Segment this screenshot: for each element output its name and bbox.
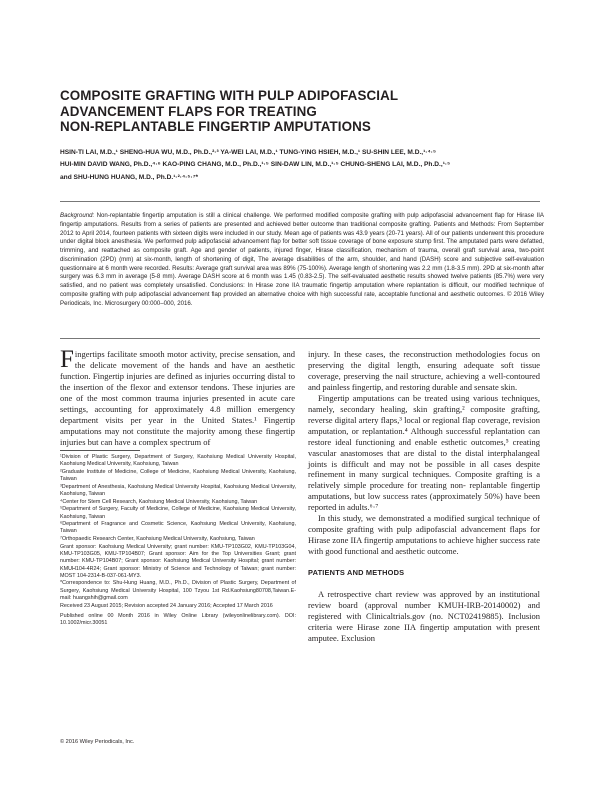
title-line: NON-REPLANTABLE FINGERTIP AMPUTATIONS bbox=[60, 119, 371, 135]
footnote-published: Published online 00 Month 2016 in Wiley Online Library (wileyonlinelibrary.com). DOI: 10.1002/micr.30051 bbox=[60, 612, 296, 627]
footnote-affiliation: ⁷Orthopaedic Research Center, Kaohsiung Medical University, Kaohsiung, Taiwan bbox=[60, 536, 255, 543]
abstract-text: Non-replantable fingertip amputation is still a clinical challenge. We performed modified composite grafting with pulp adipofascial advancement flap for Hirase IIA fingertip amputations. Results from a series of patients are presented and achieved better outcome than traditional composite grafting. Patients and Methods: From September 2012 to April 2014, fourteen patients with sixteen digits were included in our study. Mean age of patients was 43.9 years (20-71 years). All of our patients underwent this procedure under digital block anesthesia. We performed pulp adipofascial advancement flap for better soft tissue coverage of bone exposure stump first. The amputated parts were defatted, trimming, and reattached as composite graft. Age and gender of patients, injured finger, Hirase classification, mechanism of trauma, overall graft survival area, two-point discrimination (2PD) (mm) at six-month, length of shortening of digit, The average disabilities of the arm, shoulder, and hand (DASH) score and subjective self-evaluation questionnaire at 6 month were recorded. Results: Average graft survival area was 89% (75-100%). Average length of shortening was 2.2 mm (1.8-3.5 mm). 2PD at six-month after surgery was 6.3 mm in average (5-8 mm). Average DASH score at 6 month was 1.45 (0.83-2.5). The self-evaluated aesthetic results showed twelve patients (85.7%) were very satisfied, and no patient was completely unsatisfied. Conclusions: In Hirase zone IIA traumatic fingertip amputation where replantation is difficult, our modified technique of composite grafting with pulp adipofascial advancement flap provided an alternative choice with high successful rate, acceptable functional and aesthetic outcomes. © 2016 Wiley Periodicals, Inc. Microsurgery 00:000–000, 2016. bbox=[60, 212, 544, 307]
title-line: COMPOSITE GRAFTING WITH PULP ADIPOFASCIAL bbox=[60, 88, 399, 103]
title-line: ADVANCEMENT FLAPS FOR TREATING bbox=[60, 103, 317, 119]
left-column bbox=[60, 346, 295, 448]
footnote-affiliation: ²Graduate Institute of Medicine, College of Medicine, Kaohsiung Medical University, Kaohsiung, Taiwan bbox=[60, 468, 296, 483]
footnote-divider bbox=[60, 450, 140, 451]
footnote-affiliation: ¹Division of Plastic Surgery, Department of Surgery, Kaohsiung Medical University Hospital, Kaohsiung Medical University, Kaohsiung, Taiwan bbox=[60, 454, 296, 468]
abstract-lead: Background: bbox=[60, 212, 95, 219]
author-list bbox=[60, 147, 550, 184]
footnotes bbox=[60, 454, 296, 628]
footnote-grant: Grant sponsor: Kaohsiung Medical University; grant number: KMU-TP103G02, KMU-TP103G04, KMU-TP103G05, KMU-TP104B07; Grant sponsor: Aim for the Top Universities Grant; grant number: KMU-TP104B07; Grant sponsor: Kaohsiung Medical University Hospital; grant number: KMUH104-4R24; Grant sponsor: Ministry of Science and Technology of Taiwan; grant number: MOST 104-2314-B-037-061-MY3. bbox=[60, 543, 296, 579]
right-column bbox=[308, 349, 540, 644]
footnote-affiliation: ⁴Center for Stem Cell Research, Kaohsiung Medical University, Kaohsiung, Taiwan bbox=[60, 498, 258, 505]
body-paragraph: Fingertip amputations can be treated using various techniques, namely, secondary healing, skin grafting,² composite grafting, reverse digital artery flaps,³ local or regional flap coverage, revision amputation, or replantation.⁴ Although successful replantation can restore ideal functioning and enable esthetic outcomes,⁵ creating vascular anastomoses that are distal to the distal interphalangeal joints is difficult and may not be possible in all cases despite refinement in many surgical techniques. Composite grafting is a relatively simple procedure for treating non- replantable fingertip amputations, but low success rates (approximately 50%) have been reported in adults.⁶·⁷ bbox=[308, 392, 540, 513]
abstract-divider bbox=[60, 338, 540, 339]
footnote-affiliation: ³Department of Anesthesia, Kaohsiung Medical University Hospital, Kaohsiung Medical University, Kaohsiung, Taiwan bbox=[60, 483, 296, 498]
footnote-affiliation: ⁵Department of Surgery, Faculty of Medicine, College of Medicine, Kaohsiung Medical University, Kaohsiung, Taiwan bbox=[60, 506, 296, 520]
author-line: and SHU-HUNG HUANG, M.D., Ph.D.¹·²·⁴·⁵·⁷* bbox=[60, 173, 199, 181]
copyright: © 2016 Wiley Periodicals, Inc. bbox=[60, 739, 135, 745]
footnote-received: Received 23 August 2015; Revision accepted 24 January 2016; Accepted 17 March 2016 bbox=[60, 602, 273, 609]
author-line: HSIN-TI LAI, M.D.,¹ SHENG-HUA WU, M.D., Ph.D.,²·³ YA-WEI LAI, M.D.,¹ TUNG-YING HSIEH, M.D.,¹ SU-SHIN LEE, M.D.,¹·⁴·⁵ bbox=[60, 149, 437, 156]
intro-paragraph: ingertips facilitate smooth motor activity, precise sensation, and the delicate movement of the hands and have an aesthetic function. Fingertip injuries are defined as injuries occurring distal to the insertion of the flexor and extensor tendons. These injuries are one of the most common trauma injuries presented in acute care settings, accounting for approximately 4.8 million emergency department visits per year in the United States.¹ Fingertip amputations may not constitute the majority among these fingertip injuries but can have a complex spectrum of bbox=[60, 349, 295, 447]
author-line: HUI-MIN DAVID WANG, Ph.D.,⁴·⁶ KAO-PING CHANG, M.D., Ph.D.,¹·⁵ SIN-DAW LIN, M.D.,¹·⁵ CHUNG-SHENG LAI, M.D., Ph.D.,¹·⁵ bbox=[60, 161, 451, 169]
body-paragraph: injury. In these cases, the reconstruction methodologies focus on preserving the digital length, ensuring adequate soft tissue coverage, preserving the nail structure, achieving a well-contoured and painless fingertip, and restoring durable and sensate skin. bbox=[308, 349, 540, 392]
body-paragraph: In this study, we demonstrated a modified surgical technique of composite grafting with pulp adipofascial advancement flaps for Hirase zone IIA fingertip amputations to achieve higher success rate with good functional and aesthetic outcome. bbox=[308, 513, 541, 557]
drop-cap: F bbox=[60, 346, 74, 373]
abstract bbox=[60, 212, 544, 308]
footnote-affiliation: ⁶Department of Fragrance and Cosmetic Science, Kaohsiung Medical University, Kaohsiung, Taiwan bbox=[60, 521, 296, 535]
article-title bbox=[60, 88, 540, 135]
section-heading: PATIENTS AND METHODS bbox=[308, 568, 405, 578]
top-divider bbox=[60, 201, 540, 202]
footnote-correspondence: *Correspondence to: Shu-Hung Huang, M.D., Ph.D., Division of Plastic Surgery, Department of Surgery, Kaohsiung Medical University Hospital, 100 Tzyou 1st Rd.Kaohsiung80708,Taiwan.E-mail: huangshih@gmail.com bbox=[60, 580, 296, 602]
body-paragraph: A retrospective chart review was approved by an institutional review board (approval number KMUH-IRB-20140002) and registered with Clinicaltrials.gov (no. NCT02419885). Inclusion criteria were Hirase zone IIA fingertip amputation with present amputee. Exclusion bbox=[308, 589, 540, 643]
